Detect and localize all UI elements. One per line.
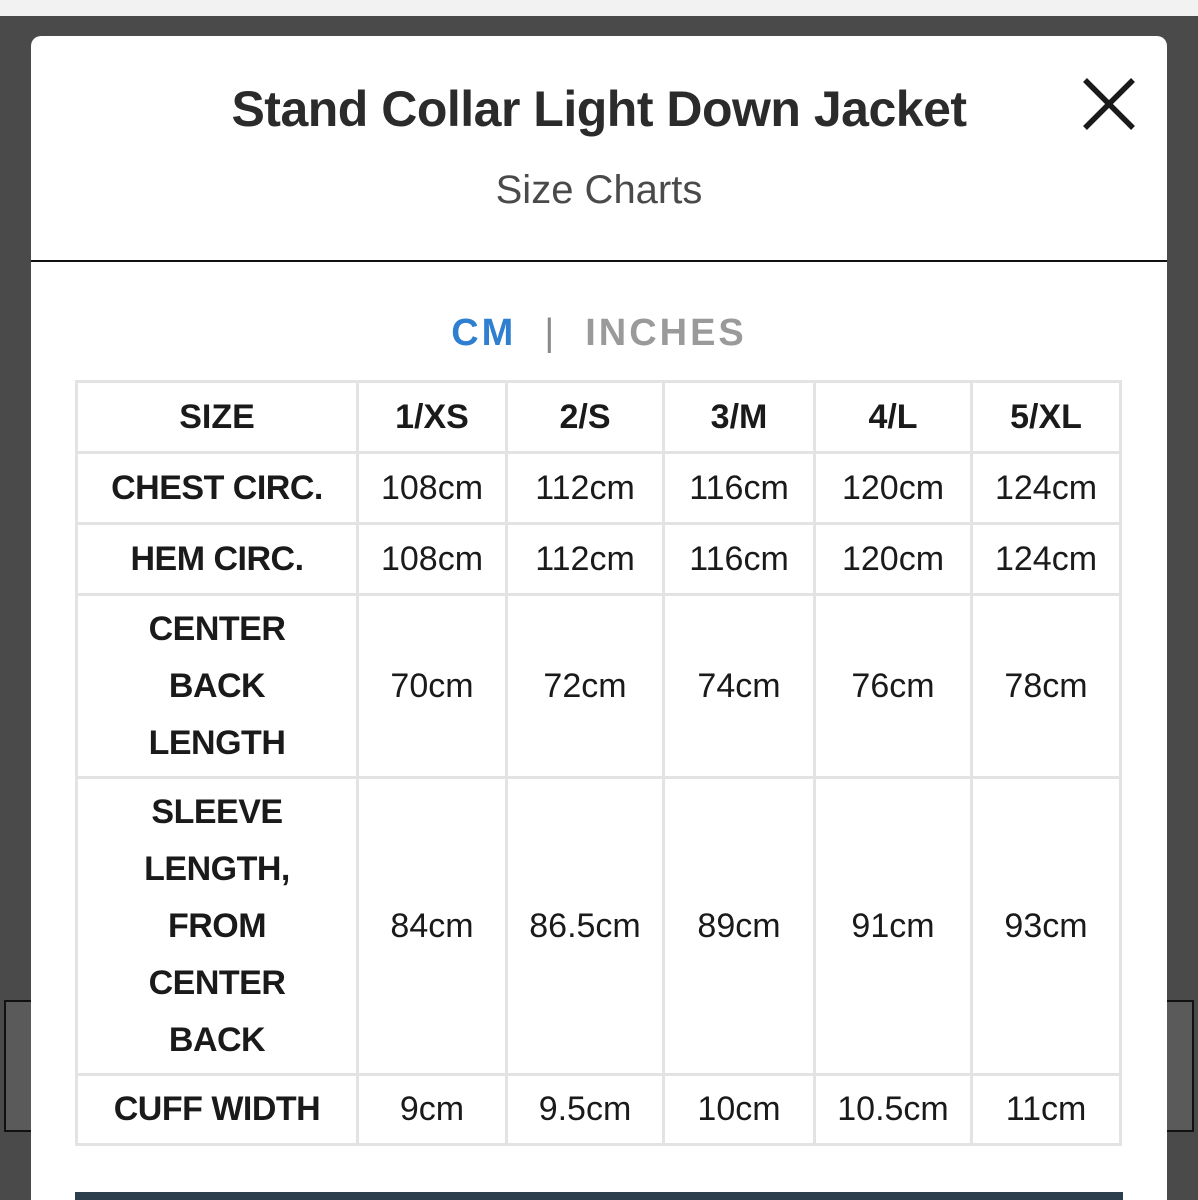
table-cell: 89cm	[665, 779, 813, 1073]
table-cell: 76cm	[816, 596, 970, 776]
table-cell: 70cm	[359, 596, 505, 776]
table-row	[78, 525, 1119, 593]
header-cell: 4/L	[816, 383, 970, 451]
unit-separator: |	[544, 312, 558, 354]
row-label-line: HEM CIRC.	[130, 539, 304, 578]
modal-subtitle: Size Charts	[495, 168, 703, 212]
size-table-wrap	[75, 380, 1122, 1146]
table-cell: 108cm	[359, 525, 505, 593]
header-cell: 2/S	[508, 383, 662, 451]
row-label-line: LENGTH	[148, 723, 286, 762]
table-cell: 10.5cm	[816, 1076, 970, 1143]
table-cell: 91cm	[816, 779, 970, 1073]
size-table	[75, 380, 1122, 1146]
row-label	[78, 525, 356, 593]
table-cell: 9cm	[359, 1076, 505, 1143]
row-label-line: CUFF WIDTH	[113, 1090, 321, 1128]
table-cell: 74cm	[665, 596, 813, 776]
row-label	[78, 1076, 356, 1143]
row-label	[78, 596, 356, 776]
unit-inches-tab[interactable]: INCHES	[585, 312, 747, 354]
row-label-line: CHEST CIRC.	[111, 468, 323, 507]
table-cell: 93cm	[973, 779, 1119, 1073]
size-chart-modal	[31, 36, 1167, 1200]
modal-header	[31, 36, 1167, 262]
header-cell: 3/M	[665, 383, 813, 451]
table-header-row	[78, 383, 1119, 451]
table-cell: 124cm	[973, 454, 1119, 522]
table-cell: 11cm	[973, 1076, 1119, 1143]
table-cell: 86.5cm	[508, 779, 662, 1073]
top-strip	[0, 0, 1198, 16]
table-cell: 78cm	[973, 596, 1119, 776]
close-icon	[1079, 74, 1139, 134]
header-cell: 1/XS	[359, 383, 505, 451]
row-label	[78, 454, 356, 522]
table-cell: 112cm	[508, 454, 662, 522]
table-cell: 10cm	[665, 1076, 813, 1143]
footer-bar	[75, 1192, 1123, 1200]
unit-switch	[31, 312, 1167, 355]
table-row	[78, 596, 1119, 776]
table-row	[78, 454, 1119, 522]
row-label-line: BACK	[168, 666, 266, 705]
modal-title: Stand Collar Light Down Jacket	[231, 81, 967, 137]
table-cell: 84cm	[359, 779, 505, 1073]
header-cell: 5/XL	[973, 383, 1119, 451]
table-cell: 120cm	[816, 454, 970, 522]
table-cell: 124cm	[973, 525, 1119, 593]
header-cell: SIZE	[78, 383, 356, 451]
table-cell: 108cm	[359, 454, 505, 522]
row-label-line: CENTER	[148, 609, 286, 648]
table-cell: 116cm	[665, 454, 813, 522]
row-label-line: FROM	[167, 906, 267, 945]
table-row	[78, 1076, 1119, 1143]
table-row	[78, 779, 1119, 1073]
row-label-line: LENGTH,	[144, 849, 290, 888]
table-cell: 112cm	[508, 525, 662, 593]
row-label-line: CENTER	[148, 963, 286, 1002]
table-cell: 9.5cm	[508, 1076, 662, 1143]
table-cell: 116cm	[665, 525, 813, 593]
row-label	[78, 779, 356, 1073]
table-cell: 120cm	[816, 525, 970, 593]
close-button[interactable]	[1079, 74, 1139, 134]
row-label-line: SLEEVE	[151, 792, 283, 831]
unit-cm-tab[interactable]: CM	[451, 312, 517, 354]
table-cell: 72cm	[508, 596, 662, 776]
row-label-line: BACK	[168, 1020, 266, 1059]
